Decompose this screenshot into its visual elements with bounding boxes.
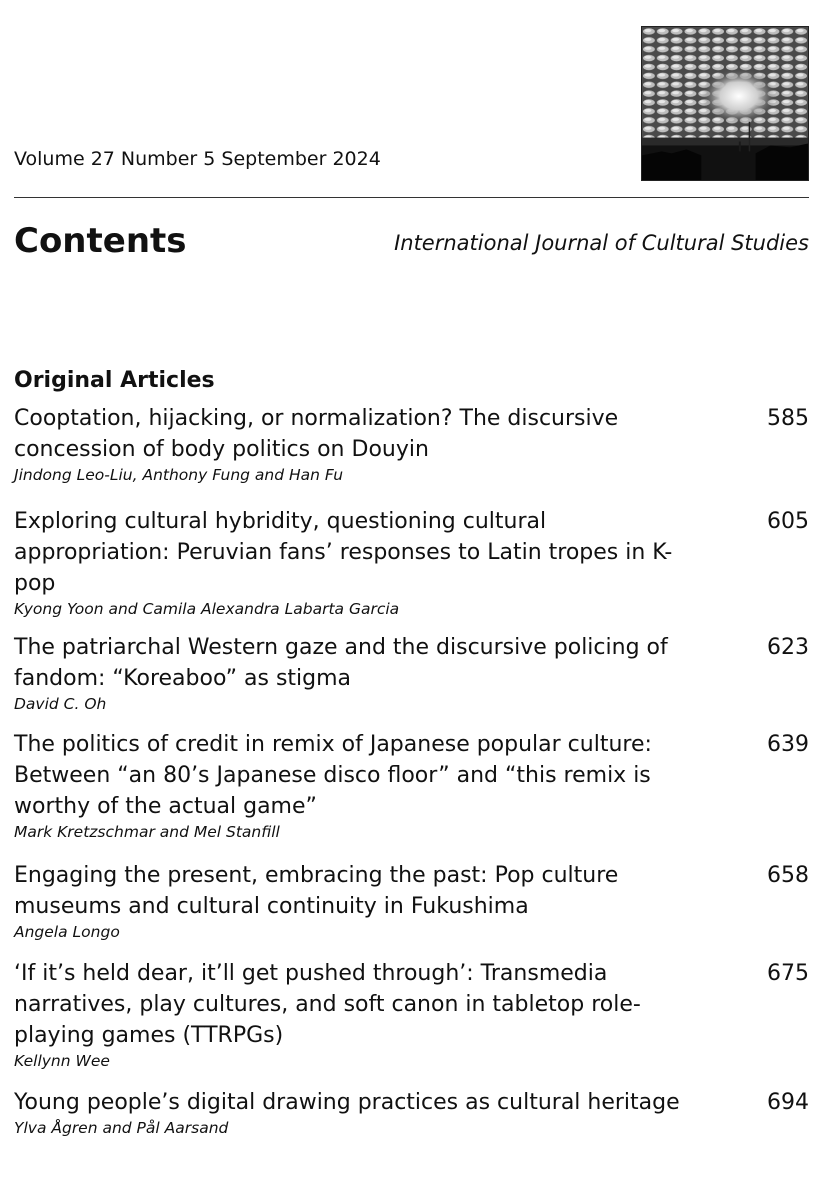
article-title[interactable]: The politics of credit in remix of Japanese popular culture: Between “an 80’s Japanese disco floor” and “this remix is worthy of the actual game” xyxy=(14,732,652,819)
article-entry[interactable] xyxy=(14,860,809,958)
article-page: 658 xyxy=(767,863,809,888)
cover-photo-icon xyxy=(642,27,808,180)
article-authors: Angela Longo xyxy=(14,923,120,941)
article-authors: David C. Oh xyxy=(14,695,107,713)
article-authors: Kyong Yoon and Camila Alexandra Labarta Garcia xyxy=(14,600,400,618)
page-title: Contents xyxy=(14,221,187,261)
article-entry[interactable] xyxy=(14,1087,809,1147)
cover-photo xyxy=(641,26,809,181)
article-title[interactable]: Exploring cultural hybridity, questioning cultural appropriation: Peruvian fans’ responses to Latin tropes in K-pop xyxy=(14,509,673,596)
article-title[interactable]: Cooptation, hijacking, or normalization? The discursive concession of body politics on Douyin xyxy=(14,406,619,462)
article-entry[interactable] xyxy=(14,958,809,1087)
article-entry[interactable] xyxy=(14,506,809,632)
article-title[interactable]: Engaging the present, embracing the past: Pop culture museums and cultural continuity in Fukushima xyxy=(14,863,619,919)
table-of-contents xyxy=(14,403,809,1147)
article-page: 623 xyxy=(767,635,809,660)
article-authors: Ylva Ågren and Pål Aarsand xyxy=(14,1119,229,1137)
header-divider xyxy=(14,197,809,198)
article-page: 585 xyxy=(767,406,809,431)
article-title[interactable]: The patriarchal Western gaze and the discursive policing of fandom: “Koreaboo” as stigma xyxy=(14,635,668,691)
article-authors: Mark Kretzschmar and Mel Stanfill xyxy=(14,823,280,841)
article-page: 694 xyxy=(767,1090,809,1115)
article-entry[interactable] xyxy=(14,403,809,506)
article-page: 639 xyxy=(767,732,809,757)
article-entry[interactable] xyxy=(14,632,809,729)
article-authors: Kellynn Wee xyxy=(14,1052,110,1070)
article-page: 605 xyxy=(767,509,809,534)
article-title[interactable]: ‘If it’s held dear, it’ll get pushed through’: Transmedia narratives, play cultures, and soft canon in tabletop role-playing games (TTRPGs) xyxy=(14,961,641,1048)
article-title[interactable]: Young people’s digital drawing practices as cultural heritage xyxy=(14,1090,680,1115)
issue-line: Volume 27 Number 5 September 2024 xyxy=(14,148,381,170)
journal-name: International Journal of Cultural Studies xyxy=(394,231,809,255)
article-page: 675 xyxy=(767,961,809,986)
article-entry[interactable] xyxy=(14,729,809,860)
article-authors: Jindong Leo-Liu, Anthony Fung and Han Fu xyxy=(14,466,344,484)
section-title: Original Articles xyxy=(14,368,215,393)
